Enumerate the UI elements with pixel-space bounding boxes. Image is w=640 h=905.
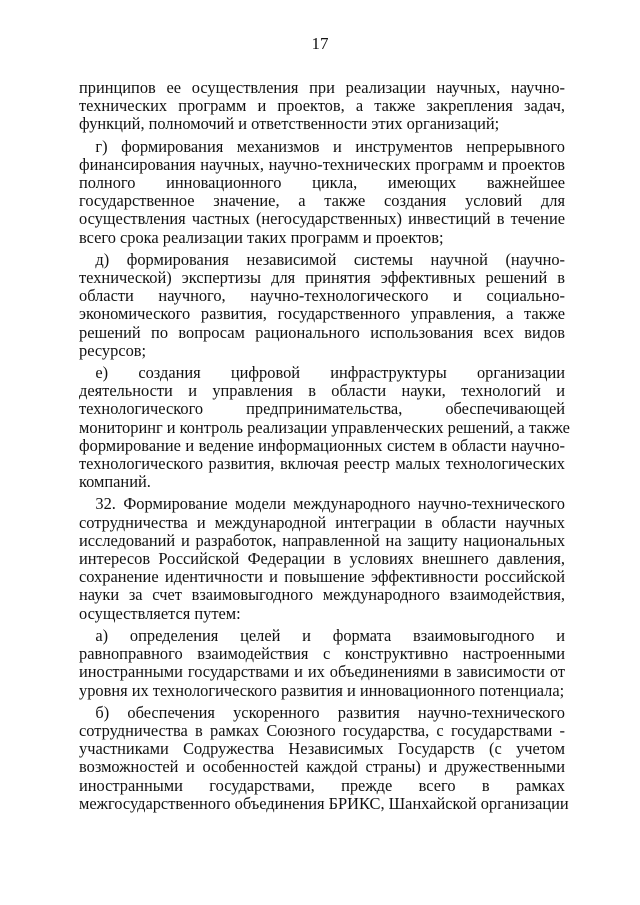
text-line: сотрудничества и международной интеграции в области научных	[79, 512, 565, 532]
text-line: полного инновационного цикла, имеющих важнейшее	[79, 173, 565, 193]
text-line: е) создания цифровой инфраструктуры организации	[95, 363, 565, 383]
text-line: технологического предпринимательства, обеспечивающей	[79, 399, 565, 419]
text-line: г) формирования механизмов и инструментов непрерывного	[95, 136, 565, 156]
text-line: б) обеспечения ускоренного развития научно-технического	[95, 702, 565, 722]
text-line: а) определения целей и формата взаимовыгодного и	[95, 625, 566, 645]
text-line: области научного, научно-технологического и социально-	[79, 286, 566, 306]
text-line: осуществляется путем:	[79, 603, 241, 623]
text-line: принципов ее осуществления при реализации научных, научно-	[79, 78, 565, 97]
text-line: иностранными государствами и их объединениями в зависимости от	[79, 662, 566, 682]
text-line: интересов Российской Федерации в условиях внешнего давления,	[79, 549, 566, 569]
paragraph-p5	[79, 627, 565, 700]
text-line: ресурсов;	[79, 340, 147, 360]
paragraph-p6	[79, 702, 569, 813]
paragraph-p2	[79, 251, 565, 360]
text-line: уровня их технологического развития и инновационного потенциала;	[79, 680, 565, 700]
text-line: осуществления частных (негосударственных) инвестиций в течение	[79, 209, 565, 229]
text-line: функций, полномочий и ответственности этих организаций;	[79, 114, 500, 134]
text-line: технической) экспертизы для принятия эффективных решений в	[79, 268, 566, 288]
text-line: всего срока реализации таких программ и проектов;	[79, 227, 444, 247]
text-line: науки за счет взаимовыгодного международного взаимодействия,	[79, 585, 566, 605]
text-line: возможностей и особенностей каждой страны) и дружественными	[79, 757, 565, 777]
text-line: компаний.	[79, 472, 151, 492]
page-number: 17	[311, 34, 329, 53]
text-line: мониторинг и контроль реализации управленческих решений, а также	[79, 417, 570, 437]
text-line: технических программ и проектов, а также закрепления задач,	[79, 96, 566, 116]
text-line: сохранение идентичности и повышение эффективности российской	[79, 567, 565, 587]
text-line: межгосударственного объединения БРИКС, Шанхайской организации	[79, 793, 569, 813]
text-line: 32. Формирование модели международного научно-технического	[95, 494, 565, 514]
text-line: исследований и разработок, направленной на защиту национальных	[79, 530, 566, 550]
text-line: д) формирования независимой системы научной (научно-	[95, 249, 565, 269]
text-line: технологического развития, включая реестр малых технологических	[79, 454, 565, 474]
paragraph-p1	[79, 138, 565, 247]
paragraph-p3	[79, 363, 570, 492]
text-line: решений по вопросам рационального использования всех видов	[79, 322, 566, 342]
text-line: равноправного взаимодействия с конструктивно настроенными	[79, 644, 565, 664]
text-line: государственное значение, а также создания условий для	[79, 191, 565, 211]
text-line: сотрудничества в рамках Союзного государства, с государствами -	[79, 720, 565, 740]
text-line: финансирования научных, научно-технических программ и проектов	[79, 154, 566, 174]
text-line: участниками Содружества Независимых Государств (с учетом	[79, 739, 565, 759]
text-line: формирование и ведение информационных систем в области научно-	[79, 435, 566, 455]
text-line: деятельности и управления в области науки, технологий и	[79, 381, 566, 401]
text-line: экономического развития, государственного управления, а также	[79, 304, 566, 324]
paragraph-p4	[79, 495, 565, 622]
paragraph-p0	[79, 79, 565, 134]
text-line: иностранными государствами, прежде всего в рамках	[79, 775, 565, 795]
document-body	[79, 78, 570, 813]
